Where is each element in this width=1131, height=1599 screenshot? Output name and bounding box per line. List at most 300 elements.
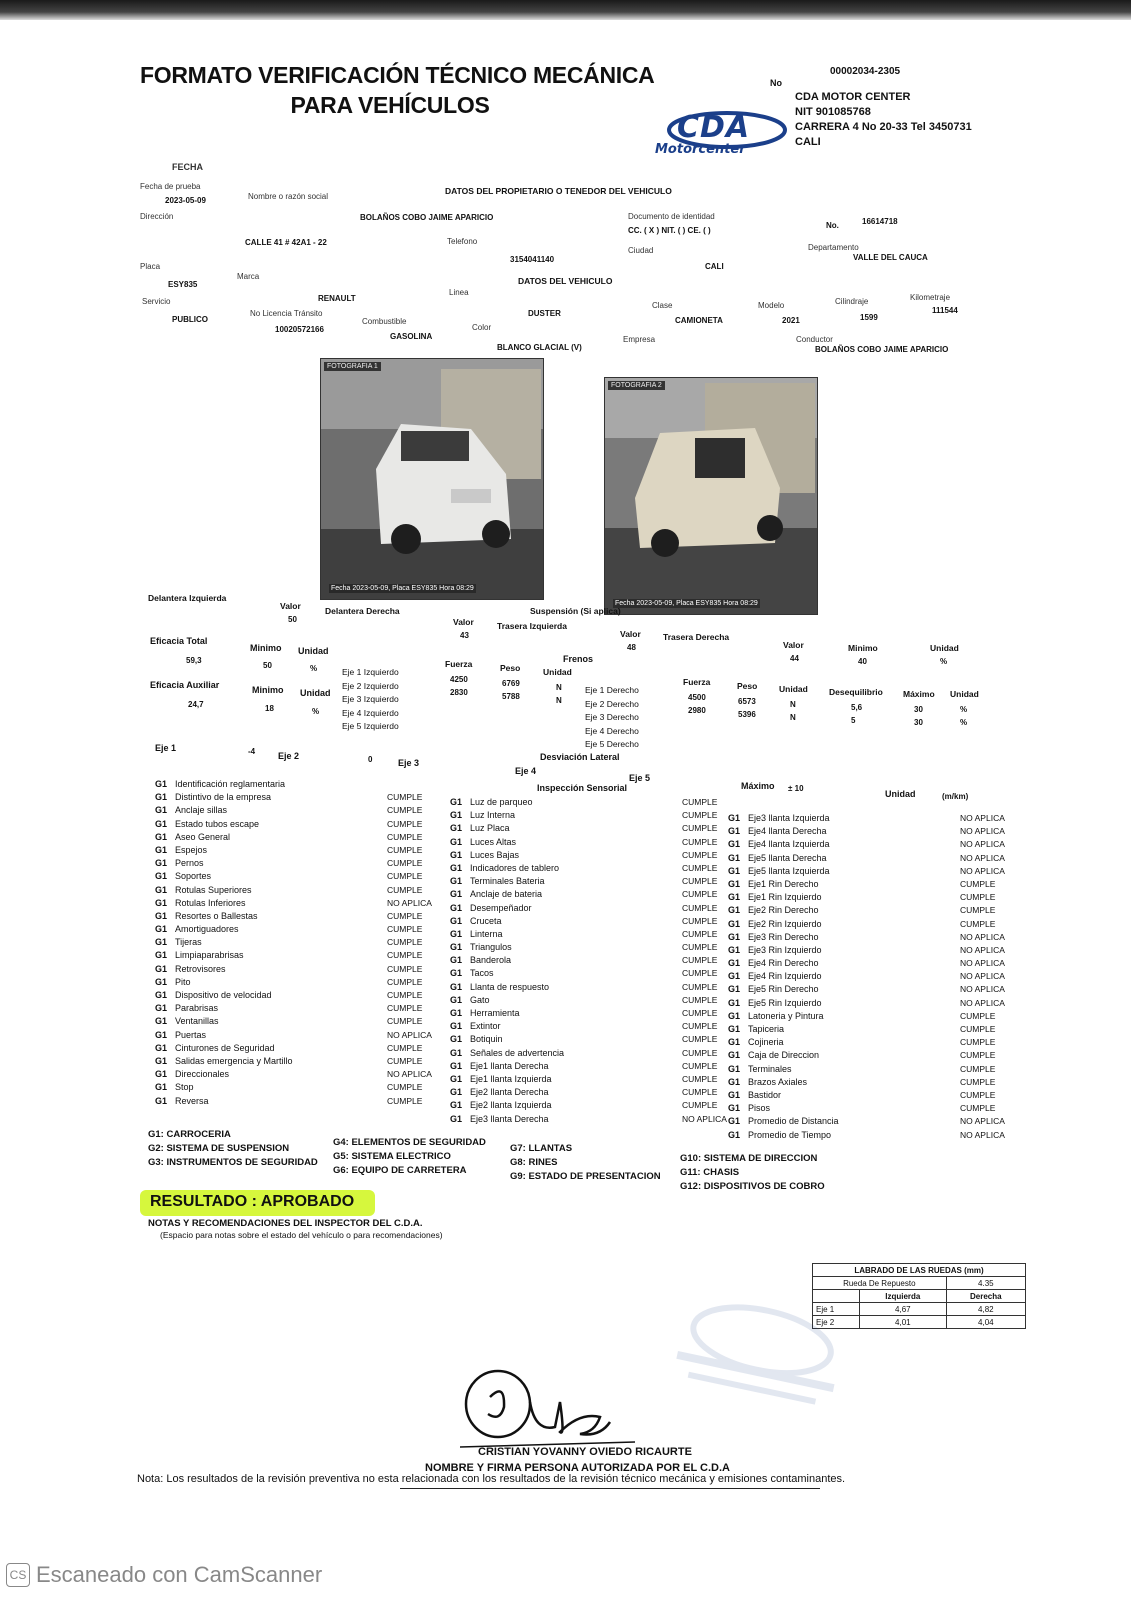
servicio: PUBLICO xyxy=(172,315,208,324)
inspection-row xyxy=(728,1010,1020,1023)
left-axle: Eje 3 Izquierdo xyxy=(342,694,399,704)
inspection-item: Banderola xyxy=(470,955,512,966)
signer-name: CRISTIAN YOVANNY OVIEDO RICAURTE xyxy=(478,1446,692,1458)
inspection-result: NO APLICA xyxy=(960,813,1005,823)
inspection-result: CUMPLE xyxy=(387,1003,423,1014)
inspection-item: Eje5 Rin Derecho xyxy=(748,984,819,995)
inspection-row xyxy=(155,1015,447,1028)
inspection-result: NO APLICA xyxy=(682,1113,727,1124)
inspection-group: G1 xyxy=(155,910,168,921)
inspection-item: Extintor xyxy=(470,1021,501,1032)
inspection-row xyxy=(155,844,447,857)
inspection-result: CUMPLE xyxy=(960,1063,996,1074)
inspection-row xyxy=(155,818,447,831)
left-peso-label: Peso xyxy=(500,663,521,673)
inspection-result: CUMPLE xyxy=(682,836,718,847)
inspection-item: Luces Bajas xyxy=(470,849,520,860)
inspection-row xyxy=(450,902,742,915)
inspection-item: Tacos xyxy=(470,968,494,979)
inspection-group: G1 xyxy=(450,1034,463,1045)
inspection-item: Tijeras xyxy=(175,937,202,948)
disclaimer-note: Nota: Los resultados de la revisión preventiva no esta relacionada con los resultados de la revisión técnico mecánica y emisiones contaminantes. xyxy=(137,1473,846,1485)
inspection-result: CUMPLE xyxy=(682,849,718,860)
photo2-stamp: Fecha 2023-05-09, Placa ESY835 Hora 08:29 xyxy=(615,600,758,607)
inspection-row xyxy=(155,1029,447,1042)
inspection-result: CUMPLE xyxy=(682,994,718,1005)
inspection-result: CUMPLE xyxy=(682,1047,718,1058)
susp-minimo-label: Minimo xyxy=(848,643,878,653)
inspection-item: Eje5 llanta Izquierda xyxy=(748,865,830,876)
inspection-row xyxy=(728,983,1020,996)
inspection-group: G1 xyxy=(155,871,168,882)
inspection-group: G1 xyxy=(450,1008,463,1018)
row-izq: 4,67 xyxy=(860,1303,947,1316)
tras-der-value: 44 xyxy=(790,654,799,663)
inspection-result: CUMPLE xyxy=(682,968,718,979)
departamento: VALLE DEL CAUCA xyxy=(853,253,928,262)
inspection-column-1 xyxy=(155,778,447,1108)
row-izq: 4,01 xyxy=(860,1316,947,1329)
inspection-result: CUMPLE xyxy=(387,1042,423,1053)
inspection-group: G1 xyxy=(155,858,168,869)
inspection-group: G1 xyxy=(450,942,463,953)
inspection-item: Indicadores de tablero xyxy=(470,862,560,873)
inspection-group: G1 xyxy=(728,878,741,889)
clase: CAMIONETA xyxy=(675,316,723,325)
inspection-result: NO APLICA xyxy=(960,997,1005,1008)
inspection-row xyxy=(155,897,447,910)
legend-item: G8: RINES xyxy=(510,1157,558,1168)
suspension-title: Suspensión (Si aplica) xyxy=(530,606,621,616)
right-axle: Eje 5 Derecho xyxy=(585,739,639,749)
inspection-item: Eje2 llanta Derecha xyxy=(470,1087,549,1098)
inspection-row xyxy=(155,923,447,936)
inspection-row xyxy=(155,884,447,897)
inspection-result: CUMPLE xyxy=(960,878,996,889)
inspection-row xyxy=(728,1102,1020,1115)
inspection-item: Soportes xyxy=(175,871,212,882)
inspection-row xyxy=(450,1086,742,1099)
legend-item: G11: CHASIS xyxy=(680,1167,740,1178)
inspection-group: G1 xyxy=(728,905,741,916)
conductor-label: Conductor xyxy=(796,335,833,344)
eficacia-total-label: Eficacia Total xyxy=(150,636,208,646)
legend-item: G3: INSTRUMENTOS DE SEGURIDAD xyxy=(148,1157,318,1168)
inspection-result: NO APLICA xyxy=(960,944,1005,955)
inspection-item: Linterna xyxy=(470,928,503,939)
left-fuerza: 4250 xyxy=(450,675,468,684)
desequilibrio-col xyxy=(851,701,862,727)
linea: DUSTER xyxy=(528,309,561,318)
legend-item: G5: SISTEMA ELECTRICO xyxy=(333,1151,451,1162)
inspection-item: Eje5 llanta Derecha xyxy=(748,852,827,863)
left-peso: 6769 xyxy=(502,679,520,688)
vehicle-section-title: DATOS DEL VEHICULO xyxy=(518,276,613,286)
max-unidad: % xyxy=(960,718,968,727)
inspection-item: Eje5 Rin Izquierdo xyxy=(748,997,822,1008)
right-axle: Eje 2 Derecho xyxy=(585,698,639,709)
left-axle: Eje 1 Izquierdo xyxy=(342,667,399,677)
left-axle: Eje 2 Izquierdo xyxy=(342,680,399,691)
inspection-result: NO APLICA xyxy=(960,1129,1005,1140)
result-label: RESULTADO : APROBADO xyxy=(150,1193,355,1210)
inspection-item: Limpiaparabrisas xyxy=(175,950,244,961)
notes-title: NOTAS Y RECOMENDACIONES DEL INSPECTOR DEL C.D.A. xyxy=(148,1218,423,1229)
inspection-result: CUMPLE xyxy=(387,1095,423,1106)
company-nit: NIT 901085768 xyxy=(795,106,871,118)
right-unidad: N xyxy=(790,713,796,722)
inspection-item: Ventanillas xyxy=(175,1016,219,1027)
inspection-result: CUMPLE xyxy=(960,1076,996,1087)
vehicle-photo-front xyxy=(320,358,544,600)
inspection-item: Direccionales xyxy=(175,1069,230,1080)
inspection-result: CUMPLE xyxy=(682,1008,718,1018)
ciudad: CALI xyxy=(705,262,724,271)
inspection-row xyxy=(155,949,447,962)
signer-role: NOMBRE Y FIRMA PERSONA AUTORIZADA POR EL C.D.A xyxy=(425,1462,730,1474)
inspection-item: Herramienta xyxy=(470,1008,520,1018)
del-izq-label: Delantera Izquierda xyxy=(148,593,227,603)
row-eje: Eje 2 xyxy=(813,1316,860,1329)
inspection-result: CUMPLE xyxy=(387,818,423,829)
inspection-row xyxy=(450,796,742,809)
et-unidad: % xyxy=(310,664,318,673)
inspection-result: CUMPLE xyxy=(960,1089,996,1100)
inspection-group: G1 xyxy=(155,884,168,895)
et-unidad-label: Unidad xyxy=(298,646,329,656)
vehicle-photo-rear xyxy=(604,377,818,615)
inspection-row xyxy=(450,875,742,888)
inspection-item: Eje4 Rin Derecho xyxy=(748,958,819,969)
inspection-group: G1 xyxy=(450,836,463,847)
inspection-group: G1 xyxy=(450,1113,463,1124)
clase-label: Clase xyxy=(652,301,673,310)
inspection-row xyxy=(728,931,1020,944)
inspection-row xyxy=(728,904,1020,917)
inspection-result: CUMPLE xyxy=(682,823,718,834)
camscanner-footer xyxy=(6,1562,322,1588)
inspection-row xyxy=(450,1113,742,1126)
ea-unidad: % xyxy=(312,707,320,716)
inspection-group: G1 xyxy=(450,981,463,992)
inspection-group: G1 xyxy=(728,1037,741,1048)
inspection-item: Espejos xyxy=(175,844,208,855)
desequilibrio: 5,6 xyxy=(851,703,863,712)
inspection-result: CUMPLE xyxy=(682,928,718,939)
inspeccion-title: Inspección Sensorial xyxy=(537,783,628,793)
inspection-group: G1 xyxy=(155,1042,168,1053)
inspection-group: G1 xyxy=(728,865,741,876)
dev-eje5-label: Eje 5 xyxy=(629,773,651,783)
ea-unidad-label: Unidad xyxy=(300,688,331,698)
inspection-group: G1 xyxy=(728,1116,741,1127)
no-doc-label: No. xyxy=(826,221,839,230)
ea-minimo: 18 xyxy=(265,704,274,713)
inspection-group: G1 xyxy=(155,1016,168,1027)
inspection-group: G1 xyxy=(450,1060,463,1071)
inspection-row xyxy=(450,849,742,862)
inspection-row xyxy=(155,976,447,989)
inspection-row xyxy=(155,1055,447,1068)
inspection-row xyxy=(450,915,742,928)
del-der-label: Delantera Derecha xyxy=(325,606,400,616)
right-axle-list xyxy=(585,684,639,752)
inspection-group: G1 xyxy=(450,902,463,913)
right-peso-col xyxy=(738,695,756,721)
inspection-item: Resortes o Ballestas xyxy=(175,910,258,921)
inspection-group: G1 xyxy=(728,813,741,823)
inspection-group: G1 xyxy=(728,1129,741,1140)
inspection-row xyxy=(728,878,1020,891)
inspection-result: NO APLICA xyxy=(960,852,1005,863)
right-axle: Eje 1 Derecho xyxy=(585,685,639,695)
inspection-group: G1 xyxy=(450,1021,463,1032)
inspection-item: Gato xyxy=(470,994,490,1005)
inspection-result: CUMPLE xyxy=(682,1100,718,1111)
valor-label-4: Valor xyxy=(783,640,804,650)
cda-logo xyxy=(655,108,805,160)
legend-item: G1: CARROCERIA xyxy=(148,1129,231,1140)
inspection-result xyxy=(387,778,447,791)
dev-eje4-label: Eje 4 xyxy=(515,766,537,776)
et-minimo: 50 xyxy=(263,661,272,670)
inspection-item: Eje2 Rin Derecho xyxy=(748,905,819,916)
inspection-group: G1 xyxy=(155,1069,168,1080)
inspection-group: G1 xyxy=(155,950,168,961)
documento-number: 16614718 xyxy=(862,217,898,226)
inspection-row xyxy=(728,812,1020,825)
inspection-item: Rotulas Superiores xyxy=(175,884,252,895)
inspection-row xyxy=(728,1049,1020,1062)
inspection-row xyxy=(728,1089,1020,1102)
inspection-group: G1 xyxy=(728,984,741,995)
inspection-result: CUMPLE xyxy=(682,955,718,966)
inspection-item: Salidas emergencia y Martillo xyxy=(175,1055,293,1066)
inspection-group: G1 xyxy=(155,1095,168,1106)
inspection-group: G1 xyxy=(450,797,463,807)
inspection-item: Reversa xyxy=(175,1095,209,1106)
inspection-row xyxy=(728,838,1020,851)
inspection-row xyxy=(728,957,1020,970)
inspection-item: Terminales xyxy=(748,1063,792,1074)
marca-label: Marca xyxy=(237,272,260,281)
color-label: Color xyxy=(472,323,492,332)
inspection-row xyxy=(450,941,742,954)
inspection-result: CUMPLE xyxy=(960,1024,996,1034)
inspection-row xyxy=(155,1068,447,1081)
inspection-group: G1 xyxy=(728,839,741,850)
inspection-row xyxy=(155,936,447,949)
inspection-group: G1 xyxy=(728,1050,741,1061)
maximo-label: Máximo xyxy=(903,689,935,699)
color: BLANCO GLACIAL (V) xyxy=(497,343,582,352)
right-fuerza: 4500 xyxy=(688,693,706,702)
combustible-label: Combustible xyxy=(362,317,407,326)
desequilibrio: 5 xyxy=(851,716,856,725)
inspection-result: CUMPLE xyxy=(387,1016,423,1027)
del-der-value: 43 xyxy=(460,631,469,640)
max-unidad: % xyxy=(960,705,968,714)
company-name: CDA MOTOR CENTER xyxy=(795,91,911,103)
inspection-row xyxy=(155,963,447,976)
inspection-result: CUMPLE xyxy=(682,1021,718,1032)
legend-group-3 xyxy=(510,1142,661,1184)
company-city: CALI xyxy=(795,136,821,148)
company-address: CARRERA 4 No 20-33 Tel 3450731 xyxy=(795,121,972,133)
fecha-prueba: 2023-05-09 xyxy=(165,196,206,205)
inspection-group: G1 xyxy=(155,1055,168,1066)
inspection-row xyxy=(450,994,742,1007)
inspection-item: Estado tubos escape xyxy=(175,818,260,829)
inspection-item: Puertas xyxy=(175,1029,207,1040)
inspection-result: CUMPLE xyxy=(387,792,423,803)
inspection-item: Latoneria y Pintura xyxy=(748,1010,824,1021)
left-peso: 5788 xyxy=(502,692,520,701)
inspection-row xyxy=(450,1007,742,1020)
inspection-result: CUMPLE xyxy=(960,892,996,903)
inspection-group: G1 xyxy=(728,892,741,903)
inspection-group: G1 xyxy=(450,889,463,900)
inspection-item: Botiquin xyxy=(470,1034,503,1045)
inspection-result: NO APLICA xyxy=(960,931,1005,942)
inspection-item: Eje3 llanta Derecha xyxy=(470,1113,549,1124)
inspection-group: G1 xyxy=(450,1047,463,1058)
legend-item: G7: LLANTAS xyxy=(510,1143,573,1154)
inspection-group: G1 xyxy=(155,976,168,987)
cilindraje-label: Cilindraje xyxy=(835,297,869,306)
inspection-group: G1 xyxy=(155,831,168,842)
labrado-title: LABRADO DE LAS RUEDAS (mm) xyxy=(813,1264,1026,1277)
left-unidad: N xyxy=(556,683,562,692)
max-unidad-label: Unidad xyxy=(950,689,979,699)
der-label: Derecha xyxy=(946,1290,1025,1303)
inspection-result: CUMPLE xyxy=(682,942,718,953)
dev-maximo-label: Máximo xyxy=(741,781,775,791)
inspection-row xyxy=(155,804,447,817)
kilometraje: 111544 xyxy=(932,306,958,315)
placa-label: Placa xyxy=(140,262,161,271)
inspection-result: CUMPLE xyxy=(682,862,718,873)
left-unidad: N xyxy=(556,696,562,705)
inspection-result: CUMPLE xyxy=(387,990,423,1000)
signature-line xyxy=(400,1488,820,1489)
inspection-result: CUMPLE xyxy=(960,918,996,929)
inspection-row xyxy=(728,852,1020,865)
inspection-row xyxy=(450,967,742,980)
right-axle: Eje 4 Derecho xyxy=(585,725,639,736)
departamento-label: Departamento xyxy=(808,243,859,252)
maximo: 30 xyxy=(914,718,923,727)
inspection-group: G1 xyxy=(450,849,463,860)
doc-types: CC. ( X ) NIT. ( ) CE. ( ) xyxy=(628,226,711,235)
owner-name: BOLAÑOS COBO JAIME APARICIO xyxy=(360,213,494,222)
inspection-group: G1 xyxy=(450,862,463,873)
inspection-group: G1 xyxy=(728,1103,741,1114)
repuesto-label: Rueda De Repuesto xyxy=(813,1277,947,1290)
susp-unidad: % xyxy=(940,657,948,666)
inspection-row xyxy=(155,910,447,923)
camscanner-text: Escaneado con CamScanner xyxy=(36,1562,323,1587)
inspection-row xyxy=(728,865,1020,878)
inspection-result: CUMPLE xyxy=(682,889,718,900)
inspection-item: Pisos xyxy=(748,1103,771,1114)
inspection-result: CUMPLE xyxy=(387,1055,423,1066)
inspection-group: G1 xyxy=(728,1024,741,1034)
dev-eje1-label: Eje 1 xyxy=(155,743,177,753)
maximo-col xyxy=(914,703,923,729)
inspection-column-3 xyxy=(728,812,1020,1142)
inspection-group: G1 xyxy=(450,1100,463,1111)
inspection-item: Bastidor xyxy=(748,1089,782,1100)
inspection-group: G1 xyxy=(155,963,168,974)
legend-item: G2: SISTEMA DE SUSPENSION xyxy=(148,1143,290,1154)
legend-item: G9: ESTADO DE PRESENTACION xyxy=(510,1171,661,1182)
inspection-row xyxy=(728,825,1020,838)
inspection-item: Amortiguadores xyxy=(175,924,239,935)
desequilibrio-label: Desequilibrio xyxy=(829,687,883,697)
eficacia-aux: 24,7 xyxy=(188,700,204,709)
eficacia-total: 59,3 xyxy=(186,656,202,665)
right-peso: 5396 xyxy=(738,710,756,719)
left-axle: Eje 5 Izquierdo xyxy=(342,721,399,731)
inspection-result: CUMPLE xyxy=(387,937,423,948)
camscanner-icon: CS xyxy=(6,1563,30,1587)
right-unidad-col xyxy=(790,698,796,724)
nombre-label: Nombre o razón social xyxy=(248,192,329,201)
inspection-row xyxy=(450,862,742,875)
inspection-row xyxy=(450,836,742,849)
combustible: GASOLINA xyxy=(390,332,433,341)
inspection-group: G1 xyxy=(155,1082,168,1093)
placa: ESY835 xyxy=(168,280,198,289)
frenos-title: Frenos xyxy=(563,654,594,664)
inspection-result: CUMPLE xyxy=(682,915,718,926)
right-peso: 6573 xyxy=(738,697,756,706)
inspection-result: CUMPLE xyxy=(960,1103,996,1114)
inspection-item: Cinturones de Seguridad xyxy=(175,1042,275,1053)
inspection-group: G1 xyxy=(728,931,741,942)
inspection-item: Caja de Direccion xyxy=(748,1050,820,1061)
inspection-item: Aseo General xyxy=(175,831,231,842)
inspection-result: CUMPLE xyxy=(682,1073,718,1084)
right-unidad: N xyxy=(790,700,796,709)
inspection-group: G1 xyxy=(450,955,463,966)
inspection-row xyxy=(450,981,742,994)
susp-unidad-label: Unidad xyxy=(930,643,959,653)
document-title: FORMATO VERIFICACIÓN TÉCNICO MECÁNICA PARA VEHÍCULOS xyxy=(140,62,655,118)
fecha-label: FECHA xyxy=(172,162,203,172)
inspection-item: Promedio de Distancia xyxy=(748,1116,839,1127)
cilindraje: 1599 xyxy=(860,313,878,322)
valor-label-2: Valor xyxy=(453,617,474,627)
notes-subtitle: (Espacio para notas sobre el estado del vehículo o para recomendaciones) xyxy=(160,1230,443,1240)
inspection-group: G1 xyxy=(728,1063,741,1074)
inspection-result: NO APLICA xyxy=(387,1069,432,1080)
tras-der-label: Trasera Derecha xyxy=(663,632,730,642)
left-unidad-col xyxy=(556,681,562,707)
inspection-result: NO APLICA xyxy=(387,897,432,908)
inspection-group: G1 xyxy=(155,779,168,789)
inspection-row xyxy=(728,918,1020,931)
left-unidad-label: Unidad xyxy=(543,667,572,677)
row-der: 4,04 xyxy=(946,1316,1025,1329)
inspection-item: Parabrisas xyxy=(175,1003,219,1014)
inspection-item: Eje1 llanta Izquierda xyxy=(470,1073,552,1084)
inspection-item: Retrovisores xyxy=(175,963,226,974)
inspection-item: Eje3 llanta Izquierda xyxy=(748,813,830,823)
valor-label-1: Valor xyxy=(280,601,301,611)
inspection-result: CUMPLE xyxy=(387,884,423,895)
